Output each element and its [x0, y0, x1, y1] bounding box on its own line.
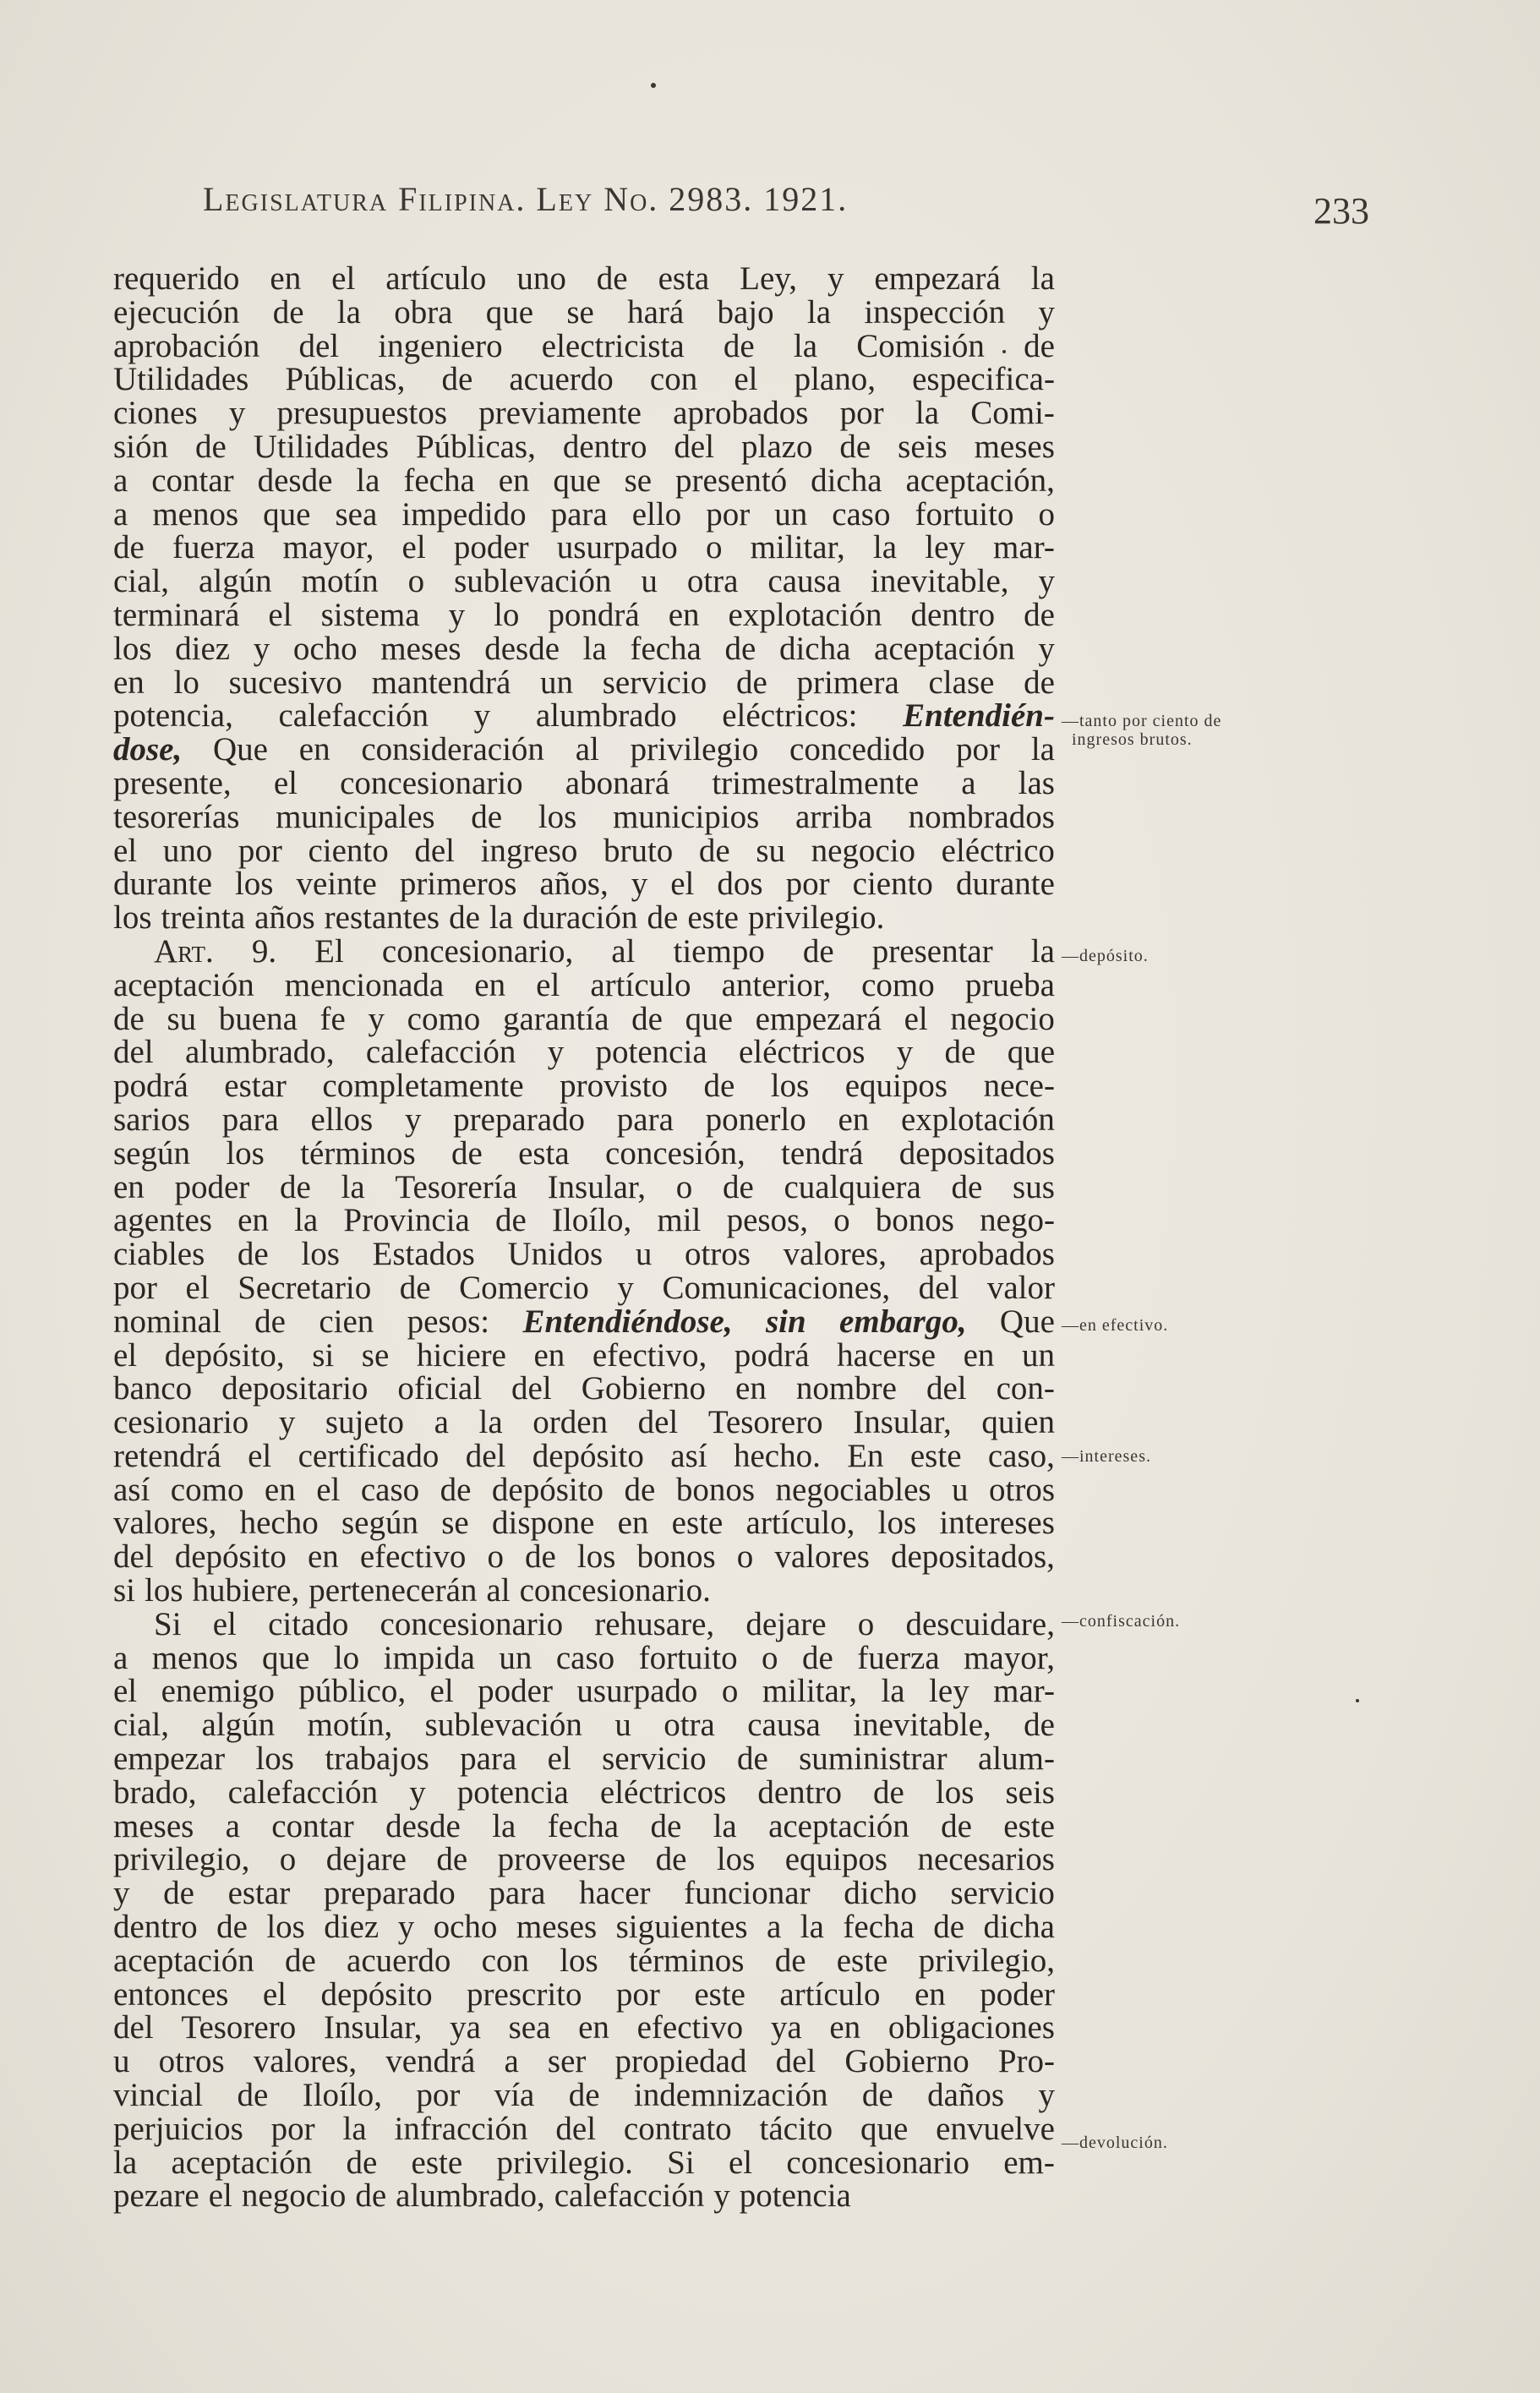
text-line: Art. 9. El concesionario, al tiempo de presentar la [154, 932, 1055, 970]
text-line: terminará el sistema y lo pondrá en explotación dentro de [113, 596, 1055, 633]
text-line: banco depositario oficial del Gobierno en nombre del con- [113, 1370, 1055, 1407]
text-line: el enemigo público, el poder usurpado o militar, la ley mar- [113, 1673, 1055, 1710]
text-line: empezar los trabajos para el servicio de suministrar alum- [113, 1740, 1055, 1778]
text-line: los treinta años restantes de la duración de este privilegio. [113, 899, 885, 937]
text-line: valores, hecho según se dispone en este artículo, los intereses [113, 1505, 1055, 1542]
margin-note: —depósito. [1062, 947, 1149, 965]
text-line: del alumbrado, calefacción y potencia eléctricos y de que [113, 1034, 1055, 1071]
text-line: meses a contar desde la fecha de la aceptación de este [113, 1807, 1055, 1844]
body-text [113, 262, 1055, 2213]
text-line: sarios para ellos y preparado para ponerlo en explotación [113, 1101, 1055, 1138]
text-line: podrá estar completamente provisto de los equipos nece- [113, 1068, 1055, 1105]
margin-note: —en efectivo. [1062, 1316, 1169, 1335]
text-line: ejecución de la obra que se hará bajo la inspección y [113, 293, 1055, 331]
margin-note: —devolución. [1062, 2133, 1168, 2152]
text-line: según los términos de esta concesión, tendrá depositados [113, 1134, 1055, 1172]
text-line: brado, calefacción y potencia eléctricos dentro de los seis [113, 1773, 1055, 1811]
text-line: Utilidades Públicas, de acuerdo con el plano, especifica- [113, 361, 1055, 398]
text-line: de su buena fe y como garantía de que empezará el negocio [113, 1000, 1055, 1037]
text-line: el depósito, si se hiciere en efectivo, podrá hacerse en un [113, 1336, 1055, 1374]
text-line: cial, algún motín, sublevación u otra causa inevitable, de [113, 1707, 1055, 1744]
page-header [203, 179, 1369, 230]
text-line: y de estar preparado para hacer funcionar dicho servicio [113, 1875, 1055, 1912]
text-line: ciables de los Estados Unidos u otros valores, aprobados [113, 1236, 1055, 1273]
text-line: potencia, calefacción y alumbrado eléctricos: Entendién- [113, 697, 1055, 735]
text-line: a contar desde la fecha en que se presentó dicha aceptación, [113, 462, 1055, 499]
text-line: retendrá el certificado del depósito así hecho. En este caso, [113, 1437, 1055, 1474]
text-line: aprobación del ingeniero electricista de la Comisión de [113, 327, 1055, 364]
text-line: del depósito en efectivo o de los bonos o valores depositados, [113, 1538, 1055, 1576]
text-line: cesionario y sujeto a la orden del Tesorero Insular, quien [113, 1404, 1055, 1441]
text-line: la aceptación de este privilegio. Si el concesionario em- [113, 2144, 1055, 2181]
text-line: aceptación mencionada en el artículo anterior, como prueba [113, 966, 1055, 1003]
margin-note: —intereses. [1062, 1447, 1151, 1466]
text-line: nominal de cien pesos: Entendiéndose, sin embargo, Que [113, 1303, 1055, 1340]
text-line: u otros valores, vendrá a ser propiedad del Gobierno Pro- [113, 2043, 1055, 2080]
text-line: de fuerza mayor, el poder usurpado o militar, la ley mar- [113, 529, 1055, 566]
text-line: del Tesorero Insular, ya sea en efectivo ya en obligaciones [113, 2009, 1055, 2046]
text-line: entonces el depósito prescrito por este artículo en poder [113, 1975, 1055, 2013]
margin-note: —tanto por ciento de [1062, 712, 1222, 730]
text-line: durante los veinte primeros años, y el dos por ciento durante [113, 866, 1055, 903]
ink-speck [1356, 1699, 1359, 1702]
ink-speck [651, 83, 656, 88]
text-line: cial, algún motín o sublevación u otra causa inevitable, y [113, 563, 1055, 600]
text-line: a menos que sea impedido para ello por un caso fortuito o [113, 495, 1055, 533]
text-line: agentes en la Provincia de Iloílo, mil pesos, o bonos nego- [113, 1202, 1055, 1239]
running-head: Legislatura Filipina. Ley No. 2983. 1921. [203, 180, 849, 218]
text-line: vincial de Iloílo, por vía de indemnización de daños y [113, 2077, 1055, 2114]
margin-note: —confiscación. [1062, 1612, 1181, 1631]
text-line: perjuicios por la infracción del contrato tácito que envuelve [113, 2110, 1055, 2147]
text-line: por el Secretario de Comercio y Comunicaciones, del valor [113, 1269, 1055, 1306]
margin-note: ingresos brutos. [1072, 730, 1193, 749]
text-line: dose, Que en consideración al privilegio concedido por la [113, 731, 1055, 768]
text-line: tesorerías municipales de los municipios arriba nombrados [113, 798, 1055, 835]
text-line: a menos que lo impida un caso fortuito o de fuerza mayor, [113, 1639, 1055, 1676]
text-line: en poder de la Tesorería Insular, o de cualquiera de sus [113, 1168, 1055, 1205]
page-number: 233 [1313, 190, 1369, 232]
text-line: en lo sucesivo mantendrá un servicio de primera clase de [113, 664, 1055, 701]
text-line: si los hubiere, pertenecerán al concesionario. [113, 1572, 711, 1609]
text-line: presente, el concesionario abonará trimestralmente a las [113, 764, 1055, 801]
text-line: privilegio, o dejare de proveerse de los equipos necesarios [113, 1841, 1055, 1878]
text-line: así como en el caso de depósito de bonos negociables u otros [113, 1471, 1055, 1508]
text-line: los diez y ocho meses desde la fecha de dicha aceptación y [113, 630, 1055, 667]
text-line: requerido en el artículo uno de esta Ley, y empezará la [113, 260, 1055, 297]
text-line: dentro de los diez y ocho meses siguientes a la fecha de dicha [113, 1909, 1055, 1946]
text-line: ciones y presupuestos previamente aprobados por la Comi- [113, 395, 1055, 432]
text-line: sión de Utilidades Públicas, dentro del plazo de seis meses [113, 428, 1055, 465]
text-line: el uno por ciento del ingreso bruto de su negocio eléctrico [113, 832, 1055, 869]
text-line: aceptación de acuerdo con los términos de este privilegio, [113, 1942, 1055, 1979]
text-line: pezare el negocio de alumbrado, calefacción y potencia [113, 2177, 851, 2215]
text-line: Si el citado concesionario rehusare, dejare o descuidare, [154, 1605, 1055, 1642]
